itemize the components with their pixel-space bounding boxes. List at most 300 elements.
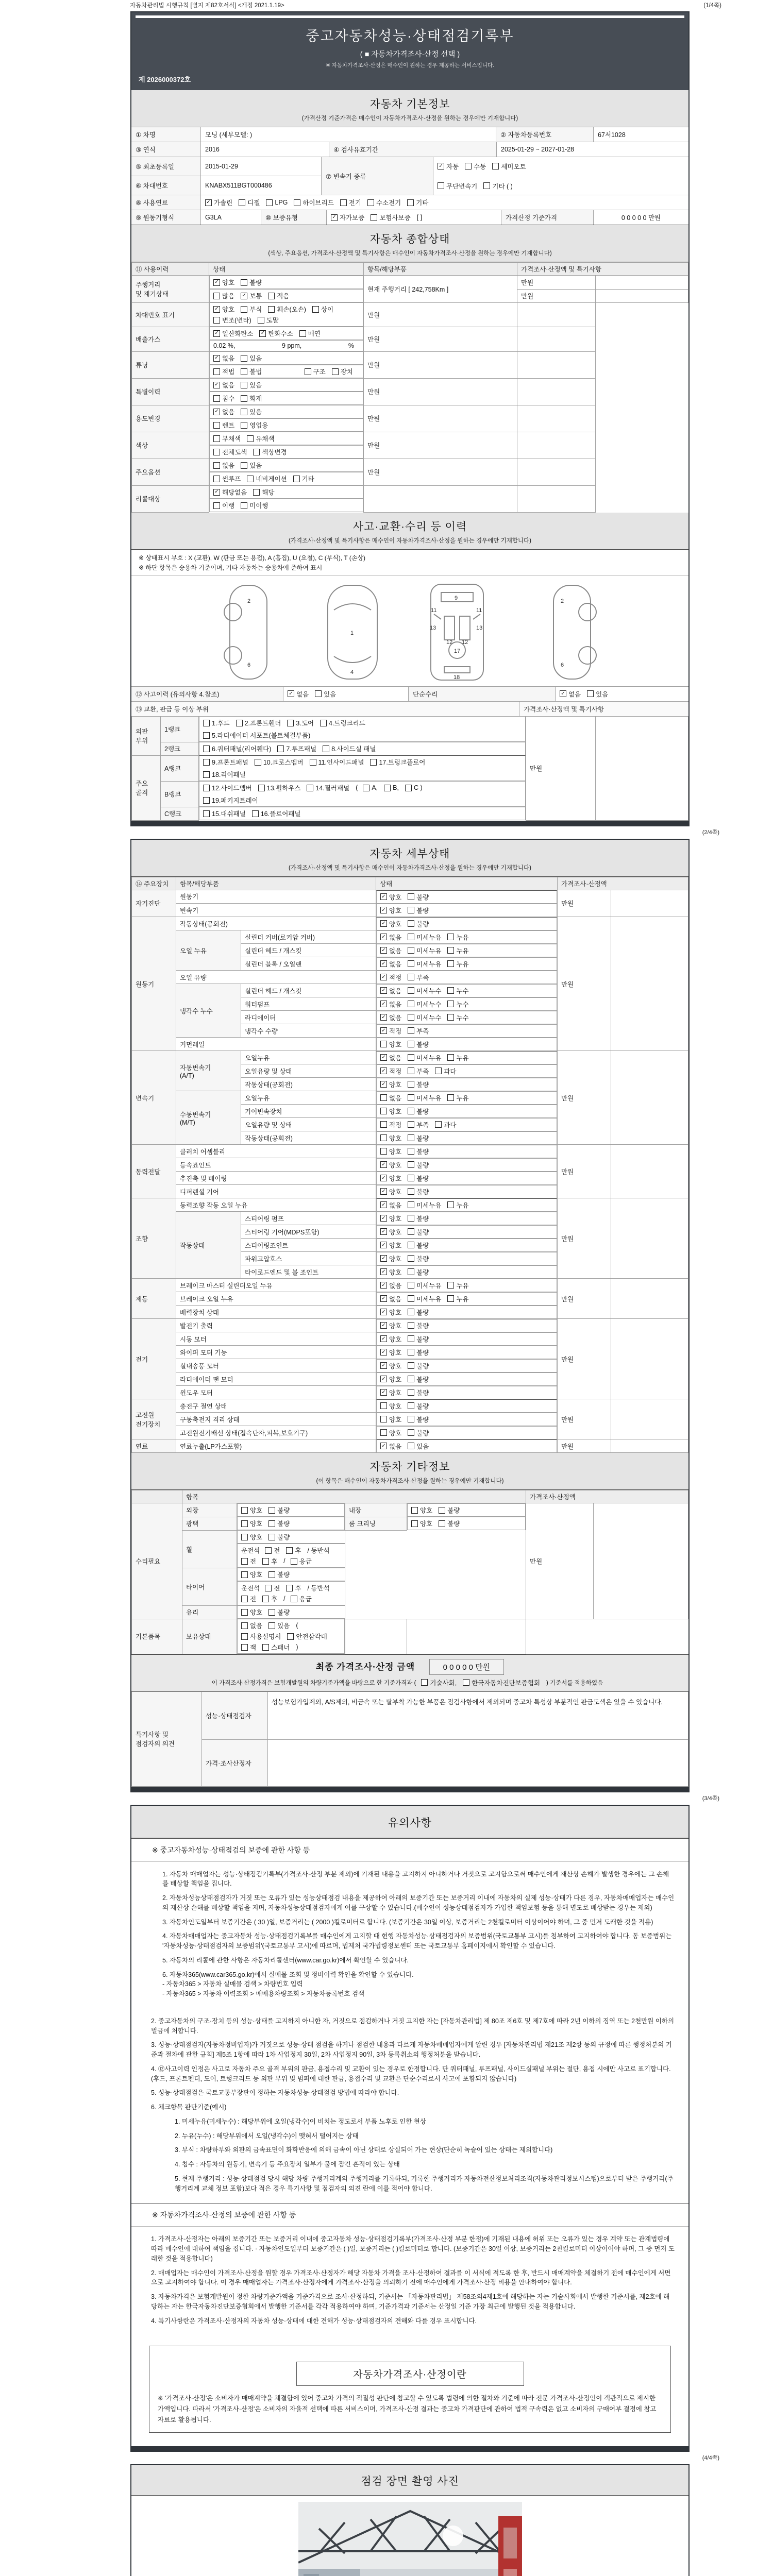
checkbox[interactable] bbox=[380, 892, 401, 902]
remark-cell bbox=[611, 917, 688, 1051]
checkbox[interactable] bbox=[408, 919, 429, 928]
checked-box-icon: ✓ bbox=[380, 987, 387, 994]
checkbox[interactable] bbox=[332, 367, 353, 376]
checkbox[interactable] bbox=[380, 946, 401, 955]
checkbox[interactable] bbox=[299, 329, 321, 338]
checkbox[interactable] bbox=[380, 1227, 401, 1236]
checkbox[interactable] bbox=[408, 1308, 429, 1317]
unchecked-box-icon bbox=[236, 720, 243, 726]
status-checks bbox=[376, 1252, 557, 1265]
checkbox[interactable] bbox=[439, 1519, 460, 1528]
checkbox[interactable] bbox=[241, 380, 262, 389]
checkbox[interactable] bbox=[408, 1361, 429, 1370]
checkbox[interactable] bbox=[241, 1532, 262, 1541]
simple-repair-label: 단순수리 bbox=[408, 687, 555, 701]
checkbox[interactable] bbox=[380, 1388, 401, 1397]
checkbox[interactable] bbox=[408, 1428, 429, 1437]
vin-label: ⑥ 차대번호 bbox=[131, 176, 200, 195]
checkbox[interactable] bbox=[408, 1241, 429, 1250]
unchecked-box-icon bbox=[268, 1507, 275, 1514]
checkbox[interactable] bbox=[203, 757, 248, 767]
item-label: 실린더 커버(로커암 커버) bbox=[241, 930, 376, 944]
recall-checks bbox=[209, 485, 363, 499]
checkbox[interactable] bbox=[411, 1505, 432, 1515]
checkbox[interactable] bbox=[435, 1120, 456, 1129]
document-title: 중고자동차성능·상태점검기록부 bbox=[306, 28, 514, 44]
item-label: 연료누출(LP가스포함) bbox=[176, 1439, 376, 1453]
checkbox[interactable] bbox=[408, 1066, 429, 1076]
checkbox-label: 불량 bbox=[416, 1242, 429, 1249]
item-label: 윈도우 모터 bbox=[176, 1386, 376, 1399]
checkbox[interactable] bbox=[203, 718, 230, 727]
checkbox[interactable] bbox=[447, 1281, 468, 1290]
checkbox[interactable] bbox=[252, 809, 301, 818]
checkbox[interactable] bbox=[241, 1642, 256, 1652]
checkbox[interactable] bbox=[447, 986, 468, 995]
checkbox[interactable] bbox=[435, 1066, 456, 1076]
remark-cell bbox=[611, 1051, 688, 1145]
checkbox[interactable] bbox=[408, 1160, 429, 1170]
checkbox[interactable] bbox=[213, 487, 247, 497]
checkbox[interactable] bbox=[408, 959, 441, 969]
status-checks bbox=[376, 1346, 557, 1359]
checkbox[interactable] bbox=[241, 291, 262, 300]
checkbox[interactable] bbox=[380, 1107, 401, 1116]
unchecked-box-icon bbox=[370, 759, 377, 766]
svg-text:13: 13 bbox=[429, 624, 436, 631]
checkbox[interactable] bbox=[408, 1120, 429, 1129]
checkbox[interactable] bbox=[213, 474, 241, 483]
checkbox[interactable] bbox=[262, 1642, 290, 1652]
checkbox[interactable] bbox=[241, 1594, 256, 1603]
checkbox[interactable] bbox=[241, 394, 262, 403]
checkbox[interactable] bbox=[380, 933, 401, 942]
checkbox[interactable] bbox=[408, 1200, 441, 1210]
checkbox-label: 무단변속기 bbox=[446, 182, 478, 190]
checkbox[interactable] bbox=[241, 501, 268, 510]
unchecked-box-icon bbox=[408, 1134, 414, 1141]
checked-box-icon: ✓ bbox=[213, 409, 220, 415]
detail-row bbox=[132, 917, 688, 930]
checkbox[interactable] bbox=[408, 1026, 429, 1036]
checkbox[interactable] bbox=[203, 809, 246, 818]
checkbox[interactable] bbox=[447, 1200, 468, 1210]
checkbox[interactable] bbox=[312, 304, 333, 314]
checkbox[interactable] bbox=[408, 1053, 441, 1062]
checkbox[interactable] bbox=[408, 946, 441, 955]
checkbox[interactable] bbox=[380, 999, 401, 1009]
checkbox[interactable] bbox=[380, 1294, 401, 1303]
checkbox[interactable] bbox=[408, 1174, 429, 1183]
checkbox[interactable] bbox=[259, 329, 293, 338]
checkbox[interactable] bbox=[213, 380, 234, 389]
checkbox[interactable] bbox=[241, 1607, 262, 1617]
checkbox[interactable] bbox=[408, 1375, 429, 1384]
checkbox[interactable] bbox=[247, 474, 287, 483]
checkbox[interactable] bbox=[213, 278, 234, 287]
checkbox[interactable] bbox=[241, 304, 262, 314]
checkbox[interactable] bbox=[268, 1505, 290, 1515]
checkbox[interactable] bbox=[384, 784, 399, 791]
status-checks bbox=[376, 1011, 557, 1024]
checkbox[interactable] bbox=[380, 1401, 401, 1411]
checkbox[interactable] bbox=[239, 198, 260, 207]
detail-row bbox=[132, 1051, 688, 1064]
checkbox-label: 8.사이드실 패널 bbox=[331, 745, 376, 753]
checkbox[interactable] bbox=[483, 181, 512, 191]
unchecked-box-icon bbox=[408, 1148, 414, 1155]
checkbox[interactable] bbox=[277, 744, 316, 753]
section-subtitle: (가격산정 기준가격은 매수인이 자동차가격조사·산정을 원하는 경우에만 기재합니다) bbox=[301, 115, 518, 122]
checkbox[interactable] bbox=[408, 1401, 429, 1411]
checkbox[interactable] bbox=[408, 1254, 429, 1263]
checkbox[interactable] bbox=[408, 1294, 441, 1303]
checkbox[interactable] bbox=[262, 1594, 277, 1603]
checkbox[interactable] bbox=[320, 718, 365, 727]
checkbox[interactable] bbox=[310, 757, 364, 767]
checkbox[interactable] bbox=[408, 1107, 429, 1116]
checkbox[interactable] bbox=[560, 689, 581, 699]
item-label: 오일유량 및 상태 bbox=[241, 1118, 376, 1131]
checked-box-icon: ✓ bbox=[380, 1014, 387, 1021]
checkbox[interactable] bbox=[380, 1254, 401, 1263]
checkbox[interactable] bbox=[408, 892, 429, 902]
checkbox[interactable] bbox=[241, 461, 262, 470]
checkbox[interactable] bbox=[253, 447, 287, 456]
unchecked-box-icon bbox=[323, 745, 329, 752]
checkbox[interactable] bbox=[293, 474, 314, 483]
checkbox[interactable] bbox=[236, 718, 281, 727]
checkbox[interactable] bbox=[408, 1133, 429, 1143]
checkbox[interactable] bbox=[380, 973, 401, 982]
checkbox[interactable] bbox=[380, 1361, 401, 1370]
checkbox[interactable] bbox=[380, 1013, 401, 1022]
checkbox[interactable] bbox=[408, 986, 441, 995]
checkbox[interactable] bbox=[380, 1348, 401, 1357]
checkbox[interactable] bbox=[380, 1428, 401, 1437]
checkbox[interactable] bbox=[340, 198, 361, 207]
checkbox[interactable] bbox=[438, 162, 459, 171]
notice-item: 4. ⑫사고이력 인정은 사고로 자동차 주요 골격 부위의 판금, 용접수리 및 교환이 있는 경우로 한정합니다. 단 쿼터패널, 루프패널, 사이드실패널 부위는 절단, 용접 시에만 사고로 표기합니다. (후드, 프론트펜더, 도어, 트렁크리드 등 외판 부위 및 범퍼에 대한 판금, 용접수리 및 교환은 단순수리로서 사고에 포함되지 않습니다) bbox=[151, 2065, 671, 2082]
checkbox[interactable] bbox=[380, 919, 401, 928]
checkbox[interactable] bbox=[286, 1546, 301, 1555]
checkbox[interactable] bbox=[380, 1267, 401, 1277]
price-cell: 만원 bbox=[517, 276, 596, 290]
checkbox[interactable] bbox=[447, 999, 468, 1009]
checkbox[interactable] bbox=[492, 162, 526, 171]
checkbox[interactable] bbox=[258, 783, 301, 792]
checkbox[interactable] bbox=[203, 731, 310, 740]
unchecked-box-icon bbox=[268, 306, 275, 313]
checkbox-label: 불량 bbox=[416, 1335, 429, 1343]
checkbox[interactable] bbox=[287, 1632, 327, 1641]
checkbox-label: 양호 bbox=[389, 1376, 402, 1383]
checkbox[interactable] bbox=[291, 1556, 312, 1566]
checkbox[interactable] bbox=[408, 906, 429, 915]
checkbox[interactable] bbox=[408, 1267, 429, 1277]
checkbox[interactable] bbox=[213, 304, 234, 314]
checkbox[interactable] bbox=[287, 718, 314, 727]
checkbox[interactable] bbox=[380, 1281, 401, 1290]
checkbox[interactable] bbox=[380, 1053, 401, 1062]
checkbox[interactable] bbox=[255, 757, 304, 767]
checkbox[interactable] bbox=[213, 420, 234, 430]
checkbox-label: 누유 bbox=[456, 960, 469, 968]
checkbox[interactable] bbox=[447, 1053, 468, 1062]
checkbox[interactable] bbox=[315, 689, 336, 699]
checkbox[interactable] bbox=[407, 198, 428, 207]
unchecked-box-icon bbox=[287, 1633, 294, 1640]
checkbox-label: 불량 bbox=[416, 920, 429, 928]
checkbox[interactable] bbox=[447, 1093, 468, 1103]
checkbox[interactable] bbox=[408, 1040, 429, 1049]
checkbox[interactable] bbox=[408, 973, 429, 982]
checkbox-label: 미세누유 bbox=[416, 1054, 442, 1062]
checkbox[interactable] bbox=[203, 795, 258, 805]
checkbox[interactable] bbox=[213, 447, 247, 456]
checkbox-label: 전체도색 bbox=[222, 449, 247, 456]
checkbox[interactable] bbox=[213, 434, 241, 443]
checkbox[interactable] bbox=[265, 1546, 280, 1555]
checkbox[interactable] bbox=[380, 1133, 401, 1143]
checkbox-label: 누유 bbox=[456, 1282, 469, 1290]
checkbox[interactable] bbox=[380, 1026, 401, 1036]
unchecked-box-icon bbox=[587, 690, 594, 697]
unchecked-box-icon bbox=[262, 1596, 269, 1602]
status-checks bbox=[376, 1399, 557, 1413]
checkbox[interactable] bbox=[380, 1214, 401, 1223]
checkbox-label: 과다 bbox=[444, 1121, 457, 1129]
checkbox[interactable] bbox=[408, 999, 441, 1009]
checkbox-label: 4.트렁크리드 bbox=[328, 720, 365, 727]
simple-repair-checks bbox=[555, 687, 688, 701]
checkbox[interactable] bbox=[447, 959, 468, 969]
special-items bbox=[209, 392, 363, 405]
checkbox-label: 부족 bbox=[416, 1067, 429, 1075]
checkbox-label: 있음 bbox=[596, 690, 609, 698]
checkbox[interactable] bbox=[380, 986, 401, 995]
unchecked-box-icon bbox=[241, 422, 247, 429]
checkbox[interactable] bbox=[408, 1334, 429, 1344]
checkbox[interactable] bbox=[447, 933, 468, 942]
checkbox[interactable] bbox=[291, 1594, 312, 1603]
unchecked-box-icon bbox=[203, 771, 210, 778]
checkbox[interactable] bbox=[370, 757, 425, 767]
unchecked-box-icon bbox=[255, 759, 261, 766]
checkbox[interactable] bbox=[286, 1583, 301, 1592]
checkbox[interactable] bbox=[305, 367, 326, 376]
checkbox[interactable] bbox=[405, 784, 423, 791]
checkbox[interactable] bbox=[307, 783, 349, 792]
item-label: 스티어링조인트 bbox=[241, 1239, 376, 1252]
checkbox[interactable] bbox=[213, 315, 251, 325]
notice-item: 2. 중고자동차의 구조·장치 등의 성능·상태를 고지하지 아니한 자, 거짓으로 점검하거나 거짓 고지한 자는 [자동차관리법] 제 80조 제6호 및 제7호에 따라 2년 이하의 징역 또는 2천만원 이하의 벌금에 처합니다. bbox=[151, 2017, 675, 2035]
checkbox-label: 18.리어패널 bbox=[212, 771, 246, 778]
checkbox[interactable] bbox=[241, 1505, 262, 1515]
checkbox[interactable] bbox=[213, 394, 234, 403]
checkbox[interactable] bbox=[213, 461, 234, 470]
checkbox[interactable] bbox=[203, 783, 252, 792]
checkbox[interactable] bbox=[421, 1678, 457, 1687]
checkbox-label: 없음 bbox=[296, 690, 309, 698]
checkbox[interactable] bbox=[380, 1040, 401, 1049]
checkbox[interactable] bbox=[408, 933, 441, 942]
checked-box-icon: ✓ bbox=[380, 1027, 387, 1034]
checkbox[interactable] bbox=[213, 367, 234, 376]
checkbox[interactable] bbox=[439, 1505, 460, 1515]
checkbox[interactable] bbox=[587, 689, 608, 699]
checkbox[interactable] bbox=[447, 1013, 468, 1022]
checkbox[interactable] bbox=[408, 1013, 441, 1022]
checkbox[interactable] bbox=[241, 1621, 262, 1630]
checkbox[interactable] bbox=[380, 1321, 401, 1330]
checkbox[interactable] bbox=[380, 1120, 401, 1129]
checkbox[interactable] bbox=[213, 501, 234, 510]
price-cell: 만원 bbox=[364, 351, 517, 378]
unchecked-box-icon bbox=[380, 1429, 387, 1436]
notice-list-1 bbox=[131, 1862, 688, 2009]
checkbox[interactable] bbox=[241, 1570, 262, 1579]
checkbox[interactable] bbox=[258, 315, 279, 325]
checkbox[interactable] bbox=[411, 1519, 432, 1528]
checkbox[interactable] bbox=[268, 1607, 290, 1617]
item-label: 스티어링 펌프 bbox=[241, 1212, 376, 1225]
checkbox[interactable] bbox=[371, 213, 410, 222]
text-token: / bbox=[283, 1595, 285, 1602]
checkbox[interactable] bbox=[241, 407, 262, 416]
checkbox[interactable] bbox=[408, 1388, 429, 1397]
checkbox[interactable] bbox=[331, 213, 364, 222]
checkbox-label: 없음 bbox=[389, 1001, 402, 1008]
checkbox-label: 양호 bbox=[250, 1520, 263, 1528]
checkbox[interactable] bbox=[268, 291, 289, 300]
checkbox[interactable] bbox=[294, 198, 333, 207]
checkbox[interactable] bbox=[408, 1281, 441, 1290]
checkbox[interactable] bbox=[380, 1375, 401, 1384]
checkbox[interactable] bbox=[323, 744, 376, 753]
checkbox[interactable] bbox=[241, 420, 268, 430]
unchecked-box-icon bbox=[203, 732, 210, 739]
checkbox[interactable] bbox=[447, 946, 468, 955]
rankB-items bbox=[199, 781, 526, 807]
checkbox[interactable] bbox=[241, 1632, 281, 1641]
checkbox[interactable] bbox=[380, 959, 401, 969]
checkbox[interactable] bbox=[213, 407, 234, 416]
checkbox-label: 불량 bbox=[416, 1322, 429, 1330]
checkbox[interactable] bbox=[380, 906, 401, 915]
checkbox[interactable] bbox=[465, 162, 486, 171]
checkbox[interactable] bbox=[241, 367, 262, 376]
checkbox[interactable] bbox=[265, 1583, 280, 1592]
checkbox-label: 유채색 bbox=[256, 435, 275, 443]
unchecked-box-icon bbox=[213, 293, 220, 299]
checkbox[interactable] bbox=[408, 1147, 429, 1156]
remark-cell bbox=[517, 302, 596, 327]
checkbox[interactable] bbox=[213, 329, 253, 338]
checkbox[interactable] bbox=[408, 1442, 429, 1451]
checkbox[interactable] bbox=[408, 1080, 429, 1089]
checkbox[interactable] bbox=[363, 784, 378, 791]
checkbox[interactable] bbox=[463, 1678, 540, 1687]
checkbox[interactable] bbox=[408, 1415, 429, 1424]
checkbox[interactable] bbox=[288, 689, 309, 699]
usage-items bbox=[209, 418, 363, 432]
checkbox[interactable] bbox=[262, 1556, 277, 1566]
checkbox[interactable] bbox=[408, 1187, 429, 1196]
checkbox-label: 양호 bbox=[250, 1534, 263, 1541]
checkbox[interactable] bbox=[247, 434, 274, 443]
unchecked-box-icon bbox=[384, 785, 391, 791]
checkbox[interactable] bbox=[380, 1174, 401, 1183]
exterior-label: 외장 bbox=[182, 1503, 237, 1517]
checkbox[interactable] bbox=[447, 1294, 468, 1303]
checkbox[interactable] bbox=[213, 353, 234, 363]
checkbox[interactable] bbox=[205, 198, 232, 207]
checkbox[interactable] bbox=[380, 1147, 401, 1156]
checkbox[interactable] bbox=[380, 1160, 401, 1170]
checkbox[interactable] bbox=[266, 199, 288, 206]
checkbox[interactable] bbox=[380, 1080, 401, 1089]
checkbox[interactable] bbox=[268, 304, 306, 314]
item-label: 와이퍼 모터 기능 bbox=[176, 1346, 376, 1359]
checked-box-icon: ✓ bbox=[380, 1242, 387, 1248]
device-group-label: 조향 bbox=[132, 1198, 176, 1279]
checkbox[interactable] bbox=[367, 198, 401, 207]
checked-box-icon: ✓ bbox=[213, 355, 220, 362]
col-major-device: ⑭ 주요장치 bbox=[132, 877, 176, 890]
checkbox[interactable] bbox=[380, 1200, 401, 1210]
checkbox[interactable] bbox=[380, 1442, 401, 1451]
checkbox[interactable] bbox=[203, 770, 246, 779]
checkbox[interactable] bbox=[241, 1556, 256, 1566]
unchecked-box-icon bbox=[408, 1215, 414, 1222]
checkbox[interactable] bbox=[241, 353, 262, 363]
checkbox-label: 양호 bbox=[389, 1309, 402, 1316]
checkbox[interactable] bbox=[380, 1066, 401, 1076]
checkbox[interactable] bbox=[408, 1093, 441, 1103]
checkbox[interactable] bbox=[438, 181, 477, 191]
tuning-row bbox=[132, 351, 688, 378]
checkbox[interactable] bbox=[380, 1415, 401, 1424]
checkbox[interactable] bbox=[408, 1214, 429, 1223]
checkbox[interactable] bbox=[380, 1187, 401, 1196]
checkbox[interactable] bbox=[268, 1621, 290, 1630]
checkbox[interactable] bbox=[268, 1570, 290, 1579]
checkbox[interactable] bbox=[241, 278, 262, 287]
transmission-checks bbox=[433, 157, 688, 195]
checkbox[interactable] bbox=[408, 1227, 429, 1236]
checkbox[interactable] bbox=[408, 1348, 429, 1357]
unchecked-box-icon bbox=[293, 476, 300, 482]
checkbox[interactable] bbox=[213, 291, 234, 300]
notice-head-1: ※ 중고자동차성능·상태점검의 보증에 관한 사항 등 bbox=[131, 1838, 688, 1862]
checkbox[interactable] bbox=[380, 1308, 401, 1317]
unchecked-box-icon bbox=[465, 163, 472, 170]
checkbox[interactable] bbox=[380, 1334, 401, 1344]
checkbox[interactable] bbox=[203, 744, 271, 753]
checkbox[interactable] bbox=[380, 1241, 401, 1250]
remark-cell bbox=[611, 1198, 688, 1279]
checkbox[interactable] bbox=[253, 487, 274, 497]
checkbox[interactable] bbox=[241, 1519, 262, 1528]
unchecked-box-icon bbox=[408, 974, 414, 980]
checkbox[interactable] bbox=[408, 1321, 429, 1330]
checkbox[interactable] bbox=[268, 1519, 290, 1528]
section-subtitle: (이 항목은 매수인이 자동차가격조사·산정을 원하는 경우에만 기재합니다) bbox=[316, 1478, 504, 1484]
checkbox[interactable] bbox=[380, 1093, 401, 1103]
checkbox[interactable] bbox=[268, 1532, 290, 1541]
unchecked-box-icon bbox=[408, 1309, 414, 1315]
